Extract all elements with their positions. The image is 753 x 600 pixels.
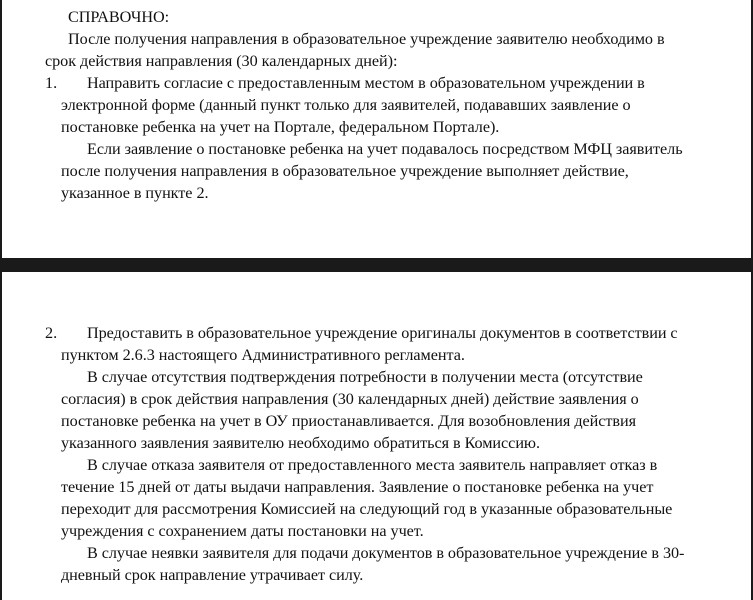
note-line-2: после получения направления в образовательное учреждение выполняет действие, [61,162,629,180]
para-a-line-4: указанного заявления заявителю необходимо обратиться в Комиссию. [61,434,540,452]
item-2-line-1: Предоставить в образовательное учреждение оригиналы документов в соответствии с [87,324,678,342]
para-c-line-2: дневный срок направление утрачивает силу. [61,566,364,584]
para-b-line-4: учреждения с сохранением даты постановки на учет. [61,522,424,540]
note-line-1: Если заявление о постановке ребенка на учет подавалось посредством МФЦ заявитель [87,140,683,158]
intro-line-2: срок действия направления (30 календарных дней): [45,52,398,70]
note-line-3: указанное в пункте 2. [61,184,209,202]
document-page-2 [2,272,751,600]
item-1-line-3: постановке ребенка на учет на Портале, федеральном Портале). [61,118,500,136]
para-a-line-2: согласия) в срок действия направления (30 календарных дней) действие заявления о [61,390,639,408]
para-b-line-1: В случае отказа заявителя от предоставленного места заявитель направляет отказ в [87,456,658,474]
item-1-number: 1. [45,74,58,92]
para-a-line-3: постановке ребенка на учет в ОУ приостанавливается. Для возобновления действия [61,412,637,430]
heading: СПРАВОЧНО: [68,8,170,26]
item-2-line-2: пунктом 2.6.3 настоящего Административного регламента. [61,346,465,364]
item-1-line-2: электронной форме (данный пункт только для заявителей, подававших заявление о [61,96,631,114]
para-b-line-3: переходит для рассмотрения Комиссией на следующий год в указанные образовательные [61,500,673,518]
para-b-line-2: течение 15 дней от даты выдачи направления. Заявление о постановке ребенка на учет [61,478,654,496]
intro-line-1: После получения направления в образовательное учреждение заявителю необходимо в [68,30,665,48]
para-a-line-1: В случае отсутствия подтверждения потребности в получении места (отсутствие [87,368,643,386]
document-page-1 [2,0,751,258]
item-1-line-1: Направить согласие с предоставленным местом в образовательном учреждении в [87,74,645,92]
item-2-number: 2. [45,324,58,342]
para-c-line-1: В случае неявки заявителя для подачи документов в образовательное учреждение в 30- [87,544,685,562]
